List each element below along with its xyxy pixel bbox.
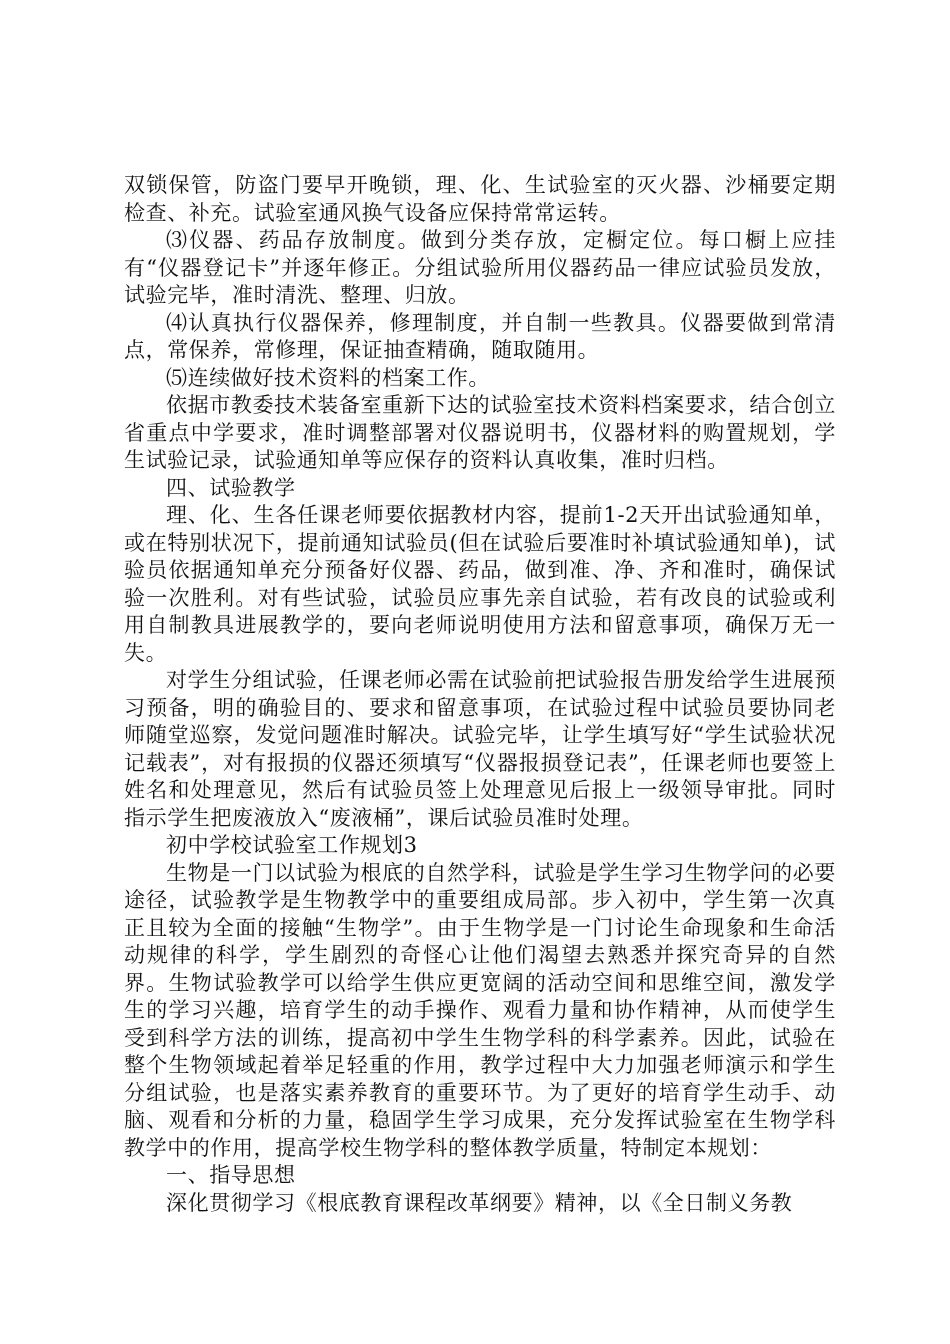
paragraph-archive-requirements: 依据市教委技术装备室重新下达的试验室技术资料档案要求，结合创立省重点中学要求，准时调整部署对仪器说明书，仪器材料的购置规划，学生试验记录，试验通知单等应保存的资料认真收集，准时归档。 [124,393,836,472]
paragraph-storage-rules: ⑶仪器、药品存放制度。做到分类存放，定橱定位。每口橱上应挂有“仪器登记卡”并逐年修正。分组试验所用仪器药品一律应试验员发放，试验完毕，准时清洗、整理、归放。 [124,228,836,307]
section-heading-guiding-thought: 一、指导思想 [166,1163,296,1187]
paragraph-safety: 双锁保管，防盗门要早开晚锁，理、化、生试验室的灭火器、沙桶要定期检查、补充。试验室通风换气设备应保持常常运转。 [124,173,836,225]
paragraph-archives: ⑸连续做好技术资料的档案工作。 [166,365,490,390]
paragraph-guiding-thought: 深化贯彻学习《根底教育课程改革纲要》精神，以《全日制义务教 [166,1190,793,1215]
paragraph-group-experiments: 对学生分组试验，任课老师必需在试验前把试验报告册发给学生进展预习预备，明的确验目的、要求和留意事项，在试验过程中试验员要协同老师随堂巡察，发觉问题准时解决。试验完毕，让学生填写好“学生试验状况记载表”，对有报损的仪器还须填写“仪器报损登记表”，任课老师也要签上姓名和处理意见，然后有试验员签上处理意见后报上一级领导审批。同时指示学生把废液放入“废液桶”，课后试验员准时处理。 [124,668,836,830]
section-heading-plan-3: 初中学校试验室工作规划3 [166,833,418,857]
paragraph-maintenance: ⑷认真执行仪器保养，修理制度，并自制一些教具。仪器要做到常清点，常保养，常修理，保证抽查精确，随取随用。 [124,310,836,362]
paragraph-biology-intro: 生物是一门以试验为根底的自然学科，试验是学生学习生物学问的必要途径，试验教学是生物教学中的重要组成局部。步入初中，学生第一次真正且较为全面的接触“生物学”。由于生物学是一门讨论生命现象和生命活动规律的科学，学生剧烈的奇怪心让他们渴望去熟悉并探究奇异的自然界。生物试验教学可以给学生供应更宽阔的活动空间和思维空间，激发学生的学习兴趣，培育学生的动手操作、观看力量和协作精神，从而使学生受到科学方法的训练，提高初中学生生物学科的科学素养。因此，试验在整个生物领域起着举足轻重的作用，教学过程中大力加强老师演示和学生分组试验，也是落实素养教育的重要环节。为了更好的培育学生动手、动脑、观看和分析的力量，稳固学生学习成果，充分发挥试验室在生物学科教学中的作用，提高学校生物学科的整体教学质量，特制定本规划： [124,860,836,1160]
section-heading-experiment-teaching: 四、试验教学 [166,475,296,500]
document-page [124,172,836,1217]
paragraph-teacher-notice: 理、化、生各任课老师要依据教材内容，提前1-2天开出试验通知单，或在特别状况下，提前通知试验员(但在试验后要准时补填试验通知单)，试验员依据通知单充分预备好仪器、药品，做到准、净、齐和准时，确保试验一次胜利。对有些试验，试验员应事先亲自试验，若有改良的试验或利用自制教具进展教学的，要向老师说明使用方法和留意事项，确保万无一失。 [124,503,836,665]
